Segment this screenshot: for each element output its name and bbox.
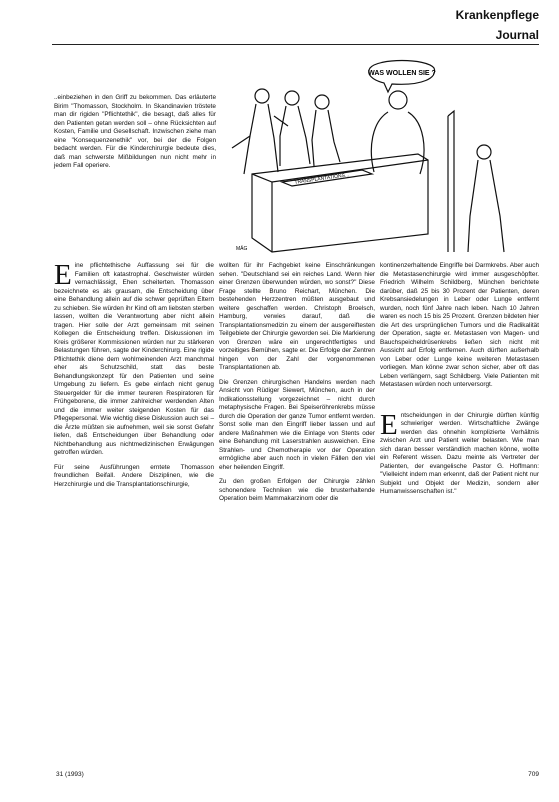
journal-section: Journal [495,28,539,42]
header-rule [52,44,539,45]
journal-title: Krankenpflege [455,8,539,22]
paragraph: Eine pflichtethische Auffassung sei für die Familien oft katastrophal. Geschwister würden vernachlässigt, Ehen scheiterten. Thomasson bezeichnete es als grausam, die Entscheidung über eine Behandlung allein auf die schwer geprüften Eltern zu schieben. Sie würden ihr Kind oft am liebsten sterben lassen, wollten die Verantwortung aber nicht allein tragen. Hier solle der Arzt gemeinsam mit seinen Kollegen die Entscheidung treffen. Diskussionen im Kreis größerer Kommissionen würden nur zu stärkeren Belastungen führen, sagte der Kinderchirurg. Eine rigide Pflichtethik diene dem wohlmeinenden Arzt manchmal eher als Schutzschild, statt das beste Behandlungskonzept für den Patienten und seine Umgebung zu liefern. Es gebe einfach nicht genug Steuergelder für die immer teureren Respiratoren für Frühgeborene, die immer zahlreicher werdenden Alten und die immer weiter steigenden Kosten für das Pflegepersonal. Wie wichtig diese Diskussion auch sei – die Ärzte müßten sie aufnehmen, weil sie sonst Gefahr liefen, daß Entscheidungen über Behandlung oder Nichtbehandlung aus nichtmedizinischen Erwägungen getroffen würden. [54,259,214,456]
page-number: 709 [528,771,539,778]
paragraph: ..einbeziehen in den Griff zu bekommen. Das erläuterte Birim "Thomasson, Stockholm. In Skandinavien tröstete man dir rigiden "Pflichtethik", die besagt, daß alles für den Patienten getan werden soll – ohne Rücksichten auf Kosten, Familie und Gesellschaft. Inzwischen ziehe man eine "Konsequenzenethik" vor, bei der die Folgen bedacht werden. Für die Kinderchirurgie bedeute dies, daß man schwerste Mißbildungen nun nicht mehr in jedem Fall operiere. [54,94,216,169]
paragraph: kontinenzerhaltende Eingriffe bei Darmkrebs. Aber auch die Metastasenchirurgie wird immer ausgeschöpfter. Friedrich Wilhelm Schildberg, München berichtete darüber, daß 25 bis 30 Prozent der Patienten, deren Krebsansiedelungen in Leber oder Lunge entfernt wurden, noch fünf Jahre nach leben. Nach 10 Jahren waren es noch 15 bis 25 Prozent. Grenzen bildeten hier die Art des ursprünglichen Tumors und die Radikalität der Operation, sagte er. Metastasen von Magen- und Bauchspeicheldrüsenkrebs ließen sich nicht mit Aussicht auf Erfolg entfernen. Auch dürften außerhalb von Leber oder Lunge keine weiteren Metastasen vorliegen. Man könne zwar schon sicher, aber oft das Leben verlängern, sagt Schildberg. Viele Patienten mit Metastasen würden noch unterversorgt. [380,262,539,388]
cartoon-speech-text: WAS WOLLEN SIE ? [368,70,436,77]
cartoon-signature: MÄG [236,246,248,252]
column-top-left [54,94,216,177]
paragraph: Entscheidungen in der Chirurgie dürften künftig schwieriger werden. Wirtschaftliche Zwänge werden das ohnehin komplizierte Verhältnis zwischen Arzt und Patient weiter belasten. Wie man sich daran besser verständlich machen könne, wollte ein Referent wissen. Dazu meinte als Vertreter der Patienten, der evangelische Pastor G. Hoffmann: "Vielleicht indem man erkennt, daß der Patient nicht nur Subjekt und Objekt der Medizin, sondern aller Humanwissenschaften ist." [380,408,539,495]
paragraph: Zu den großen Erfolgen der Chirurgie zählen schonendere Techniken wie die brusterhaltende Operation beim Mammakarzinom oder die [219,478,375,502]
column-2 [219,262,375,510]
column-1 [54,259,214,495]
cartoon-sign-text: TRANSPLANTATIONS... [294,172,350,186]
paragraph: Die Grenzen chirurgischen Handelns werden nach Ansicht von Rüdiger Siewert, München, auch in der Indikationsstellung vorgezeichnet – nicht durch metaphysische Fragen. Bei Speiseröhrenkrebs müsse durch die Operation der ganze Tumor entfernt werden. Sonst solle man den Eingriff lieber lassen und auf andere Maßnahmen wie die Einlage von Stents oder eine Behandlung mit Laserstrahlen ausweichen. Eine Strahlen- und Chemotherapie vor der Operation ermögliche aber auch noch in vielen Fällen den viel eher heilenden Eingriff. [219,378,375,471]
column-3 [380,262,539,503]
footer-issue: 31 (1993) [56,771,84,778]
cartoon-illustration [222,56,540,254]
paragraph: Für seine Ausführungen erntete Thomasson freundlichen Beifall. Andere Disziplinen, wie die Herzchirurgie und die Transplantationschirurgie, [54,463,214,488]
paragraph: wollten für ihr Fachgebiet keine Einschränkungen sehen. "Deutschland sei ein reiches Land. Wenn hier einer Grenzen überwunden würden, wo sonst?" Diese Frage stellte Bruno Reichart, München. Die bestehenden Herzzentren müßten ausgebaut und weitere geschaffen werden. Christoph Broelsch, Hamburg, verwies darauf, daß die Transplantationsmedizin zu einem der ausgereiftesten Teilgebiete der Chirurgie geworden sei. Die Markierung von Grenzen wäre ein ungerechtfertigtes und vorzeitiges Bemühen, sagte er. Die Erfolge der Zentren hingen von der Zahl der vorgenommenen Transplantationen ab. [219,262,375,371]
drop-cap: E [54,259,72,291]
drop-cap: E [380,408,398,441]
